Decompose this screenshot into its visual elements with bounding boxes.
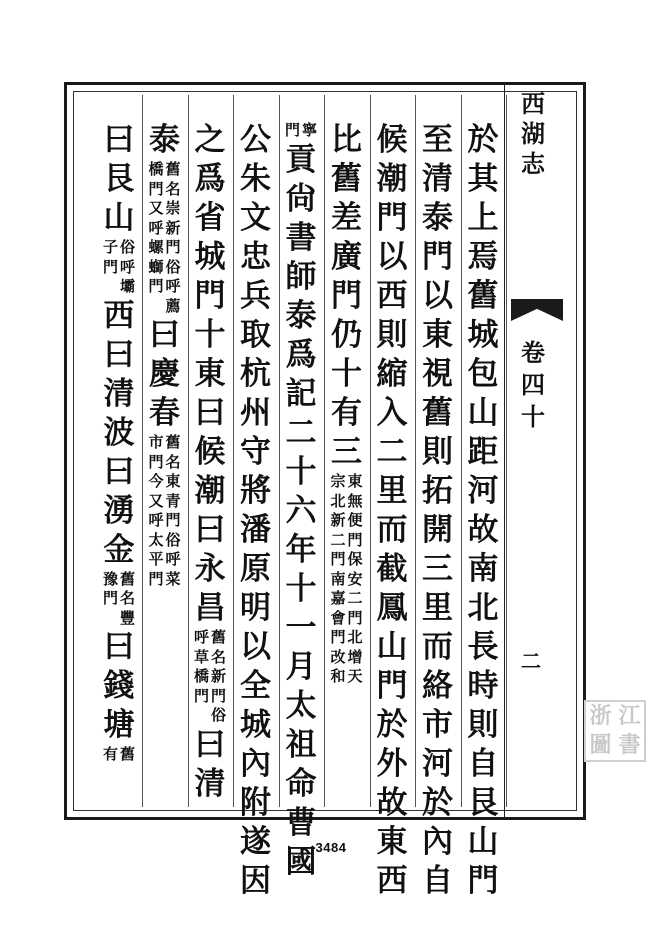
char: 因 bbox=[240, 863, 271, 899]
note-char: 北 bbox=[347, 628, 363, 646]
text-column bbox=[236, 121, 276, 901]
note-char: 有 bbox=[102, 745, 118, 763]
char: 曰 bbox=[194, 395, 226, 431]
char: 二 bbox=[285, 414, 317, 451]
note-char: 便 bbox=[347, 511, 363, 529]
char: 曰 bbox=[103, 336, 135, 373]
note-char: 名 bbox=[165, 452, 181, 471]
char: 於 bbox=[467, 122, 499, 158]
note-char: 呼 bbox=[165, 277, 181, 295]
char: 舊 bbox=[422, 395, 453, 431]
char: 泰 bbox=[149, 122, 180, 158]
note-char: 崇 bbox=[165, 199, 181, 217]
char: 慶 bbox=[149, 356, 180, 392]
char: 清 bbox=[422, 161, 453, 197]
char: 截 bbox=[376, 551, 408, 587]
note-line-right bbox=[120, 570, 135, 629]
char: 東 bbox=[194, 356, 226, 392]
char: 潮 bbox=[376, 161, 408, 197]
main-text bbox=[149, 316, 180, 433]
char: 距 bbox=[467, 434, 499, 470]
char: 內 bbox=[422, 824, 453, 860]
char: 曰 bbox=[103, 122, 135, 158]
char: 門 bbox=[376, 200, 408, 236]
note-char: 豐 bbox=[120, 608, 136, 627]
char: 差 bbox=[331, 200, 362, 236]
char: 一 bbox=[285, 609, 317, 646]
char: 拓 bbox=[422, 473, 453, 509]
note-char: 門 bbox=[330, 550, 346, 568]
char: 祖 bbox=[285, 726, 317, 763]
char: 艮 bbox=[467, 785, 499, 821]
char: 波 bbox=[103, 414, 135, 451]
note-line-left bbox=[330, 472, 345, 687]
note-char: 子 bbox=[102, 238, 118, 256]
column-rule bbox=[188, 95, 189, 807]
char: 時 bbox=[467, 668, 499, 704]
char: 原 bbox=[240, 551, 271, 587]
note-char: 會 bbox=[330, 608, 346, 627]
interlinear-note bbox=[103, 570, 135, 629]
char: 外 bbox=[376, 746, 408, 782]
text-column bbox=[327, 121, 367, 687]
char: 全 bbox=[240, 668, 271, 704]
char: 錢 bbox=[103, 668, 135, 704]
note-char: 豫 bbox=[102, 569, 118, 588]
char: 門 bbox=[422, 239, 453, 275]
note-char: 南 bbox=[330, 569, 346, 588]
page-number: 3484 bbox=[315, 840, 347, 855]
column-rule bbox=[279, 95, 280, 807]
folio-mark: 二 bbox=[521, 649, 541, 673]
note-line-right bbox=[120, 745, 135, 765]
char: 門 bbox=[376, 668, 408, 704]
char: 鳳 bbox=[376, 590, 408, 626]
char: 比 bbox=[331, 122, 362, 158]
note-line-left bbox=[103, 745, 118, 765]
note-line-left bbox=[103, 570, 118, 629]
char: 縮 bbox=[376, 356, 408, 392]
char: 年 bbox=[285, 531, 317, 568]
char: 曰 bbox=[103, 629, 135, 665]
note-char: 螄 bbox=[148, 257, 164, 276]
main-text bbox=[195, 121, 226, 628]
char: 山 bbox=[103, 200, 135, 236]
char: 至 bbox=[422, 122, 453, 158]
interlinear-note bbox=[103, 745, 135, 765]
char: 故 bbox=[376, 785, 408, 821]
note-char: 舊 bbox=[120, 569, 136, 588]
char: 三 bbox=[331, 434, 362, 470]
char: 十 bbox=[194, 317, 226, 353]
note-char: 二 bbox=[347, 589, 363, 607]
char: 二 bbox=[376, 434, 408, 470]
char: 門 bbox=[194, 278, 226, 314]
fish-tail-mark bbox=[511, 299, 563, 321]
char: 清 bbox=[103, 375, 135, 412]
char: 清 bbox=[194, 765, 226, 802]
char: 山 bbox=[376, 629, 408, 665]
char: 將 bbox=[240, 473, 271, 509]
note-char: 門 bbox=[148, 452, 164, 471]
text-column bbox=[145, 121, 185, 589]
char: 爲 bbox=[285, 336, 317, 373]
note-char: 門 bbox=[148, 179, 164, 198]
note-char: 門 bbox=[330, 628, 346, 646]
char: 門 bbox=[467, 863, 499, 899]
text-column bbox=[190, 121, 230, 804]
interlinear-note bbox=[103, 238, 135, 297]
note-char: 壩 bbox=[120, 277, 136, 295]
char: 北 bbox=[467, 590, 499, 626]
char: 守 bbox=[240, 434, 271, 470]
note-char: 東 bbox=[347, 472, 363, 490]
note-char: 舊 bbox=[211, 628, 227, 646]
note-line-left bbox=[148, 433, 163, 589]
note-char: 安 bbox=[347, 569, 363, 588]
char: 公 bbox=[240, 122, 271, 158]
char: 舊 bbox=[467, 278, 499, 314]
char: 西 bbox=[376, 278, 408, 314]
char: 而 bbox=[376, 512, 408, 548]
main-text bbox=[468, 121, 499, 901]
block-heart bbox=[504, 85, 579, 817]
note-char: 北 bbox=[330, 491, 346, 510]
note-char: 門 bbox=[211, 686, 227, 705]
char: 則 bbox=[376, 317, 408, 353]
note-char: 新 bbox=[165, 218, 181, 237]
note-char: 名 bbox=[165, 179, 181, 198]
char: 於 bbox=[422, 785, 453, 821]
char: 有 bbox=[331, 395, 362, 431]
char: 月 bbox=[285, 648, 317, 685]
note-line-right bbox=[302, 121, 317, 141]
main-text bbox=[104, 297, 135, 570]
note-char: 保 bbox=[347, 550, 363, 568]
char: 里 bbox=[376, 473, 408, 509]
note-char: 平 bbox=[148, 550, 164, 568]
char: 上 bbox=[467, 200, 499, 236]
main-text bbox=[104, 121, 135, 238]
note-char: 天 bbox=[347, 667, 363, 685]
char: 之 bbox=[194, 122, 226, 158]
char: 曰 bbox=[194, 726, 226, 763]
column-rule bbox=[233, 95, 234, 807]
char: 命 bbox=[285, 765, 317, 802]
interlinear-note bbox=[148, 160, 180, 316]
char: 記 bbox=[285, 375, 317, 412]
char: 河 bbox=[422, 746, 453, 782]
interlinear-note bbox=[330, 472, 362, 687]
volume-label: 卷 四 十 bbox=[521, 338, 545, 431]
char: 里 bbox=[422, 590, 453, 626]
char: 長 bbox=[467, 629, 499, 665]
char: 候 bbox=[194, 434, 226, 470]
note-char: 呼 bbox=[193, 628, 209, 646]
char: 視 bbox=[422, 356, 453, 392]
note-char: 二 bbox=[330, 530, 346, 549]
note-char: 門 bbox=[102, 589, 118, 607]
text-column bbox=[463, 121, 503, 901]
note-line-right bbox=[120, 238, 135, 297]
char: 尙 bbox=[285, 180, 317, 217]
note-char: 東 bbox=[165, 472, 181, 490]
book-title: 西 湖 志 bbox=[521, 89, 545, 178]
char: 開 bbox=[422, 512, 453, 548]
text-column bbox=[281, 121, 321, 882]
char: 附 bbox=[240, 785, 271, 821]
char: 包 bbox=[467, 356, 499, 392]
note-line-right bbox=[348, 472, 363, 687]
char: 文 bbox=[240, 200, 271, 236]
text-column bbox=[418, 121, 458, 901]
note-char: 門 bbox=[193, 686, 209, 705]
char: 潮 bbox=[194, 473, 226, 509]
main-text bbox=[377, 121, 408, 901]
note-char: 門 bbox=[284, 121, 300, 139]
note-char: 俗 bbox=[165, 257, 181, 276]
char: 則 bbox=[422, 434, 453, 470]
note-line-left bbox=[148, 160, 163, 316]
note-char: 又 bbox=[148, 491, 164, 510]
library-seal: 浙 江 圖 書 bbox=[584, 700, 646, 762]
note-char: 舊 bbox=[165, 160, 181, 178]
note-char: 菜 bbox=[165, 569, 181, 588]
note-char: 嘉 bbox=[330, 589, 346, 607]
note-char: 無 bbox=[347, 491, 363, 510]
note-char: 新 bbox=[211, 667, 227, 685]
note-char: 門 bbox=[165, 238, 181, 256]
char: 國 bbox=[285, 843, 317, 880]
char: 焉 bbox=[467, 239, 499, 275]
note-line-right bbox=[211, 628, 226, 726]
note-char: 呼 bbox=[148, 511, 164, 529]
interlinear-note bbox=[148, 433, 180, 589]
note-line-left bbox=[285, 121, 300, 141]
char: 山 bbox=[467, 395, 499, 431]
note-char: 俗 bbox=[120, 238, 136, 256]
char: 入 bbox=[376, 395, 408, 431]
note-char: 橋 bbox=[193, 667, 209, 685]
char: 朱 bbox=[240, 161, 271, 197]
column-rule bbox=[415, 95, 416, 807]
char: 內 bbox=[240, 746, 271, 782]
char: 塘 bbox=[103, 707, 135, 743]
char: 師 bbox=[285, 258, 317, 295]
char: 以 bbox=[376, 239, 408, 275]
note-char: 俗 bbox=[211, 706, 227, 724]
main-text bbox=[104, 628, 135, 745]
char: 泰 bbox=[285, 297, 317, 334]
char: 其 bbox=[467, 161, 499, 197]
char: 南 bbox=[467, 551, 499, 587]
note-char: 門 bbox=[148, 569, 164, 588]
char: 貢 bbox=[285, 141, 317, 178]
char: 絡 bbox=[422, 668, 453, 704]
note-char: 改 bbox=[330, 647, 346, 666]
char: 州 bbox=[240, 395, 271, 431]
text-column bbox=[372, 121, 412, 901]
char: 杭 bbox=[240, 356, 271, 392]
char: 遂 bbox=[240, 824, 271, 860]
char: 明 bbox=[240, 590, 271, 626]
char: 曹 bbox=[285, 804, 317, 841]
column-rule bbox=[142, 95, 143, 807]
note-line-left bbox=[103, 238, 118, 297]
note-char: 舊 bbox=[165, 433, 181, 451]
char: 十 bbox=[285, 453, 317, 490]
column-rule bbox=[461, 95, 462, 807]
main-text bbox=[149, 121, 180, 160]
note-char: 呼 bbox=[165, 550, 181, 568]
char: 三 bbox=[422, 551, 453, 587]
note-char: 門 bbox=[102, 257, 118, 276]
char: 市 bbox=[422, 707, 453, 743]
char: 潘 bbox=[240, 512, 271, 548]
char: 自 bbox=[422, 863, 453, 899]
char: 城 bbox=[194, 239, 226, 275]
column-rule bbox=[370, 95, 371, 807]
char: 河 bbox=[467, 473, 499, 509]
char: 東 bbox=[376, 824, 408, 860]
char: 以 bbox=[422, 278, 453, 314]
char: 春 bbox=[149, 395, 180, 431]
char: 艮 bbox=[103, 161, 135, 197]
char: 永 bbox=[194, 551, 226, 587]
note-char: 橋 bbox=[148, 160, 164, 178]
char: 廣 bbox=[331, 239, 362, 275]
note-char: 宗 bbox=[330, 472, 346, 490]
char: 門 bbox=[331, 278, 362, 314]
column-rule bbox=[324, 95, 325, 807]
char: 舊 bbox=[331, 161, 362, 197]
note-char: 薦 bbox=[165, 296, 181, 315]
char: 十 bbox=[331, 356, 362, 392]
char: 金 bbox=[103, 531, 135, 568]
note-char: 太 bbox=[148, 530, 164, 549]
note-char: 新 bbox=[330, 511, 346, 529]
char: 西 bbox=[376, 863, 408, 899]
note-char: 門 bbox=[347, 530, 363, 549]
char: 忠 bbox=[240, 239, 271, 275]
note-char: 名 bbox=[211, 647, 227, 666]
char: 於 bbox=[376, 707, 408, 743]
char: 湧 bbox=[103, 492, 135, 529]
char: 西 bbox=[103, 297, 135, 334]
char: 兵 bbox=[240, 278, 271, 314]
char: 曰 bbox=[149, 317, 180, 353]
note-char: 俗 bbox=[165, 530, 181, 549]
note-char: 螺 bbox=[148, 238, 164, 256]
note-char: 青 bbox=[165, 491, 181, 510]
note-char: 又 bbox=[148, 199, 164, 217]
interlinear-note bbox=[194, 628, 226, 726]
char: 東 bbox=[422, 317, 453, 353]
text-column bbox=[99, 121, 139, 765]
char: 六 bbox=[285, 492, 317, 529]
note-char: 市 bbox=[148, 433, 164, 451]
char: 而 bbox=[422, 629, 453, 665]
char: 則 bbox=[467, 707, 499, 743]
char: 故 bbox=[467, 512, 499, 548]
char: 取 bbox=[240, 317, 271, 353]
char: 自 bbox=[467, 746, 499, 782]
note-char: 門 bbox=[165, 511, 181, 529]
char: 泰 bbox=[422, 200, 453, 236]
note-char: 門 bbox=[347, 608, 363, 627]
note-char: 今 bbox=[148, 472, 164, 490]
note-char: 門 bbox=[148, 277, 164, 295]
note-char: 名 bbox=[120, 589, 136, 607]
char: 爲 bbox=[194, 161, 226, 197]
main-text bbox=[286, 141, 317, 882]
char: 省 bbox=[194, 200, 226, 236]
note-line-left bbox=[194, 628, 209, 726]
note-char: 和 bbox=[330, 667, 346, 685]
note-char: 呼 bbox=[148, 218, 164, 237]
main-text bbox=[240, 121, 271, 901]
char: 十 bbox=[285, 570, 317, 607]
char: 書 bbox=[285, 219, 317, 256]
note-char: 呼 bbox=[120, 257, 136, 276]
char: 候 bbox=[376, 122, 408, 158]
char: 太 bbox=[285, 687, 317, 724]
note-char: 舊 bbox=[120, 745, 136, 763]
char: 昌 bbox=[194, 590, 226, 626]
main-text bbox=[195, 726, 226, 804]
char: 曰 bbox=[103, 453, 135, 490]
char: 曰 bbox=[194, 512, 226, 548]
note-char: 寧 bbox=[302, 121, 318, 139]
main-text bbox=[331, 121, 362, 472]
interlinear-note bbox=[285, 121, 317, 141]
note-char: 草 bbox=[193, 647, 209, 666]
main-text bbox=[422, 121, 453, 901]
note-line-right bbox=[166, 433, 181, 589]
note-line-right bbox=[166, 160, 181, 316]
char: 城 bbox=[467, 317, 499, 353]
char: 城 bbox=[240, 707, 271, 743]
char: 山 bbox=[467, 824, 499, 860]
char: 仍 bbox=[331, 317, 362, 353]
note-char: 增 bbox=[347, 647, 363, 666]
char: 以 bbox=[240, 629, 271, 665]
